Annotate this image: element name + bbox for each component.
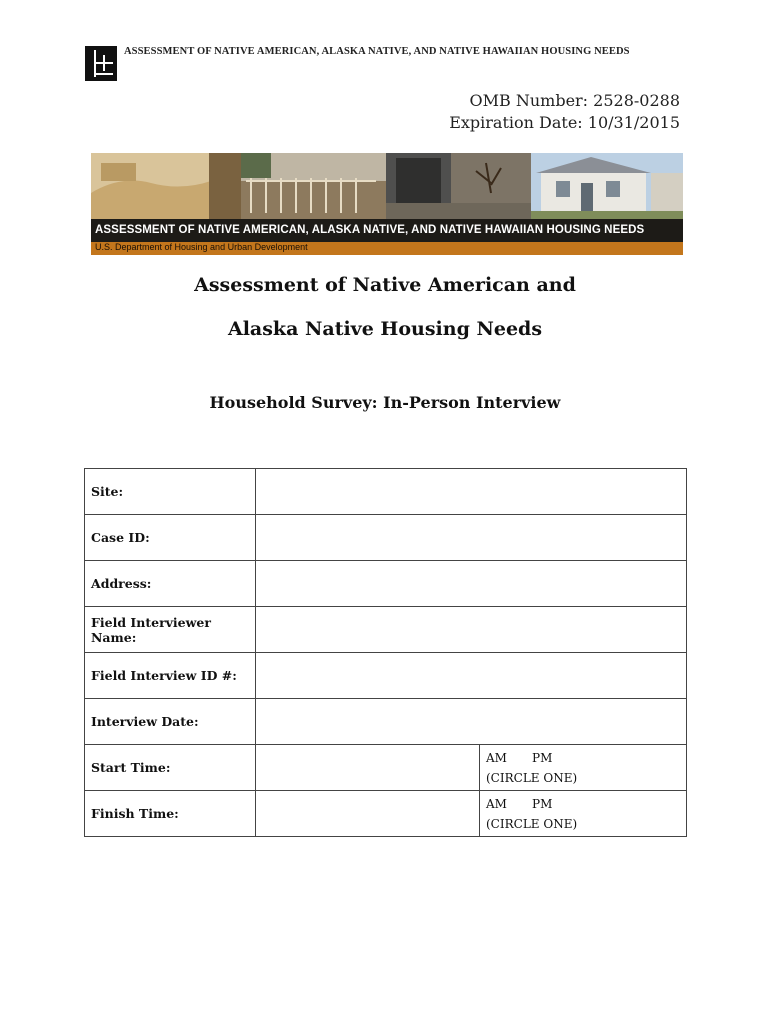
banner-image xyxy=(91,153,683,255)
start-am-option[interactable]: AM xyxy=(486,750,507,765)
interview-date-label: Interview Date: xyxy=(85,699,256,745)
banner-photos xyxy=(91,153,683,219)
finish-am-option[interactable]: AM xyxy=(486,796,507,811)
banner-department: U.S. Department of Housing and Urban Development xyxy=(95,242,308,252)
table-row xyxy=(85,561,687,607)
table-row xyxy=(85,699,687,745)
field-interview-id-field[interactable] xyxy=(256,653,687,699)
finish-time-label: Finish Time: xyxy=(85,791,256,837)
field-interviewer-name-field[interactable] xyxy=(256,607,687,653)
case-id-field[interactable] xyxy=(256,515,687,561)
site-label: Site: xyxy=(85,469,256,515)
site-field[interactable] xyxy=(256,469,687,515)
document-title-line-1: Assessment of Native American and xyxy=(194,274,576,296)
interview-info-table xyxy=(84,468,687,837)
field-interview-id-label: Field Interview ID #: xyxy=(85,653,256,699)
banner-strip xyxy=(91,219,683,255)
table-row xyxy=(85,607,687,653)
address-field[interactable] xyxy=(256,561,687,607)
banner-title: ASSESSMENT OF NATIVE AMERICAN, ALASKA NATIVE, AND NATIVE HAWAIIAN HOUSING NEEDS xyxy=(95,224,645,236)
table-row xyxy=(85,745,687,791)
omb-number: OMB Number: 2528-0288 xyxy=(469,91,680,110)
table-row xyxy=(85,469,687,515)
table-row xyxy=(85,515,687,561)
hud-logo xyxy=(85,46,117,81)
case-id-label: Case ID: xyxy=(85,515,256,561)
interview-date-field[interactable] xyxy=(256,699,687,745)
address-label: Address: xyxy=(85,561,256,607)
finish-time-field[interactable] xyxy=(256,791,480,837)
document-title-line-2: Alaska Native Housing Needs xyxy=(227,318,543,340)
start-pm-option[interactable]: PM xyxy=(532,750,553,765)
document-subtitle: Household Survey: In-Person Interview xyxy=(209,393,561,412)
start-circle-note: (CIRCLE ONE) xyxy=(486,770,578,785)
field-interviewer-name-label: Field Interviewer Name: xyxy=(85,607,256,653)
omb-block xyxy=(449,90,680,134)
running-header: ASSESSMENT OF NATIVE AMERICAN, ALASKA NATIVE, AND NATIVE HAWAIIAN HOUSING NEEDS xyxy=(124,46,630,57)
finish-pm-option[interactable]: PM xyxy=(532,796,553,811)
finish-circle-note: (CIRCLE ONE) xyxy=(486,816,578,831)
finish-time-ampm[interactable] xyxy=(480,791,687,837)
start-time-label: Start Time: xyxy=(85,745,256,791)
start-time-field[interactable] xyxy=(256,745,480,791)
table-row xyxy=(85,653,687,699)
expiration-date: Expiration Date: 10/31/2015 xyxy=(449,113,680,132)
table-row xyxy=(85,791,687,837)
start-time-ampm[interactable] xyxy=(480,745,687,791)
